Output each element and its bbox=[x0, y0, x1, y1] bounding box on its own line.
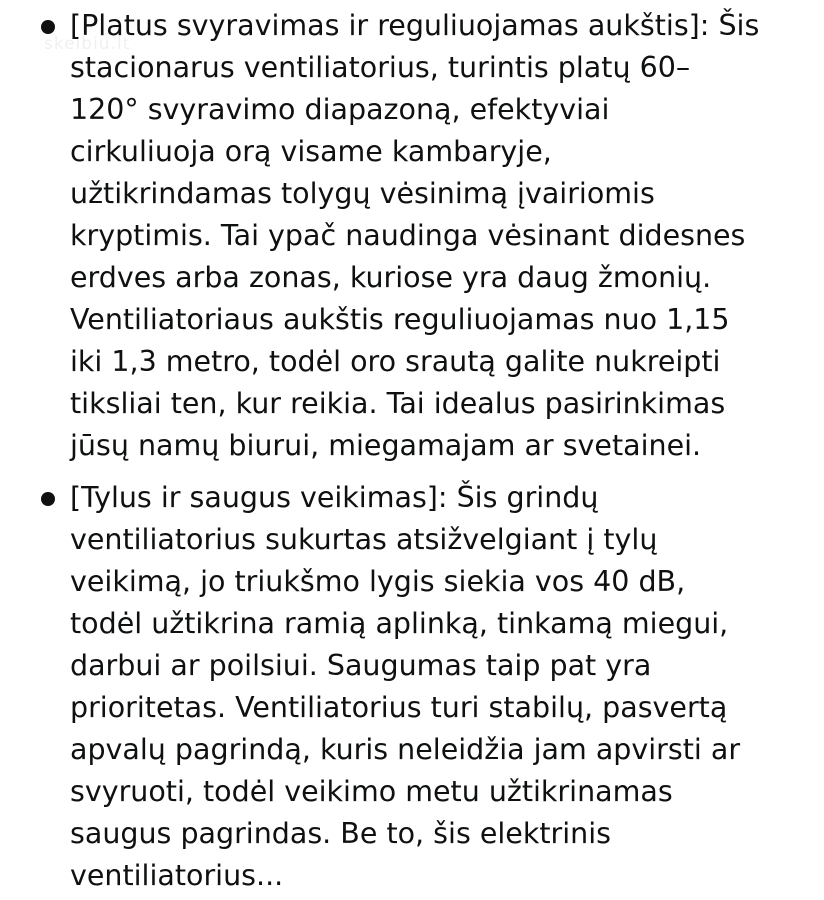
bullet-text-line: apvalų pagrindą, kuris neleidžia jam apvirsti ar bbox=[70, 733, 741, 766]
bullet-text-line: 120° svyravimo diapazoną, efektyviai bbox=[70, 93, 610, 126]
bullet-text-line: Ventiliatoriaus aukštis reguliuojamas nuo 1,15 bbox=[70, 303, 730, 336]
bullet-text-line: todėl užtikrina ramią aplinką, tinkamą miegui, bbox=[70, 607, 729, 640]
bullet-text-line: prioritetas. Ventiliatorius turi stabilų, pasvertą bbox=[70, 691, 728, 724]
bullet-text-line: saugus pagrindas. Be to, šis elektrinis bbox=[70, 817, 611, 850]
watermark-logo: skelbiu.lt bbox=[44, 34, 131, 54]
bullet-text-line: cirkuliuoja orą visame kambaryje, bbox=[70, 135, 552, 168]
bullet-text-line: darbui ar poilsiui. Saugumas taip pat yra bbox=[70, 649, 652, 682]
bullet-text-line: tiksliai ten, kur reikia. Tai idealus pasirinkimas bbox=[70, 387, 726, 420]
bullet-dot-icon bbox=[41, 20, 55, 34]
bullet-text-line: užtikrindamas tolygų vėsinimą įvairiomis bbox=[70, 177, 655, 210]
bullet-text-line: [Tylus ir saugus veikimas]: Šis grindų bbox=[70, 481, 599, 514]
bullet-text-line: iki 1,3 metro, todėl oro srautą galite nukreipti bbox=[70, 345, 721, 378]
bullet-text-line: erdves arba zonas, kuriose yra daug žmonių. bbox=[70, 261, 712, 294]
bullet-text-line: svyruoti, todėl veikimo metu užtikrinamas bbox=[70, 775, 673, 808]
feature-bullet-quiet-safe bbox=[0, 467, 824, 897]
bullet-text-line: jūsų namų biurui, miegamajam ar svetainei. bbox=[70, 429, 702, 462]
bullet-text-line: stacionarus ventiliatorius, turintis platų 60– bbox=[70, 51, 691, 84]
bullet-dot-icon bbox=[41, 492, 55, 506]
bullet-text-line: ventiliatorius sukurtas atsižvelgiant į tylų bbox=[70, 523, 658, 556]
bullet-text-line: ventiliatorius... bbox=[70, 859, 284, 892]
bullet-text-line: [Platus svyravimas ir reguliuojamas aukštis]: Šis bbox=[70, 9, 760, 42]
bullet-text-line: veikimą, jo triukšmo lygis siekia vos 40 dB, bbox=[70, 565, 686, 598]
bullet-text-line: kryptimis. Tai ypač naudinga vėsinant didesnes bbox=[70, 219, 746, 252]
